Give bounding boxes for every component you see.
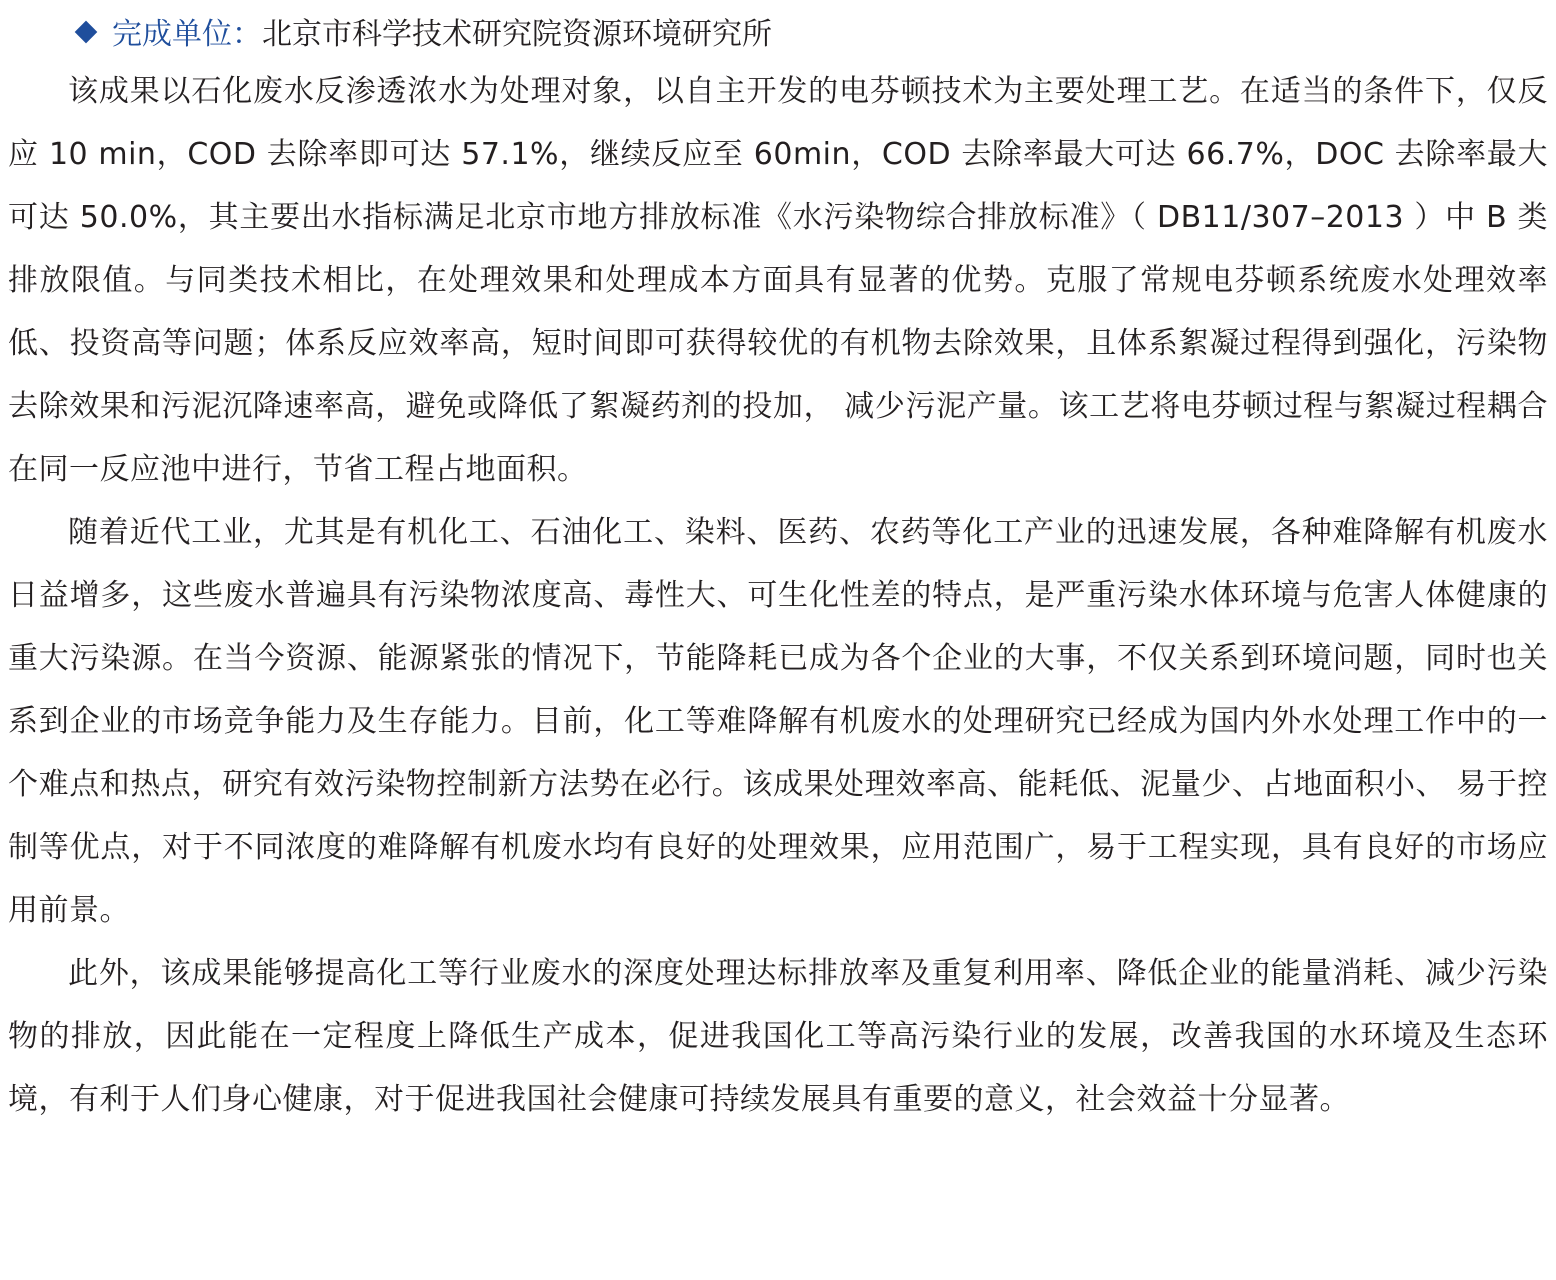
completion-unit-value: 北京市科学技术研究院资源环境研究所 [262,17,772,52]
paragraph-1: 该成果以石化废水反渗透浓水为处理对象，以自主开发的电芬顿技术为主要处理工艺。在适当的条件下，仅反应 10 min，COD 去除率即可达 57.1%，继续反应至 60min，COD 去除率最大可达 66.7%，DOC 去除率最大可达 50.0%，其主要出水指标满足北京市地方排放标准《水污染物综合排放标准》（ DB11/307–2013 ）中 B 类排放限值。与同类技术相比，在处理效果和处理成本方面具有显著的优势。克服了常规电芬顿系统废水处理效率低、投资高等问题；体系反应效率高，短时间即可获得较优的有机物去除效果，且体系絮凝过程得到强化，污染物去除效果和污泥沉降速率高，避免或降低了絮凝药剂的投加， 减少污泥产量。该工艺将电芬顿过程与絮凝过程耦合在同一反应池中进行，节省工程占地面积。 [8,74,1548,487]
diamond-bullet-icon [75,21,98,44]
completion-unit-line [8,10,1548,60]
paragraph-3: 此外，该成果能够提高化工等行业废水的深度处理达标排放率及重复利用率、降低企业的能量消耗、减少污染物的排放，因此能在一定程度上降低生产成本，促进我国化工等高污染行业的发展，改善我国的水环境及生态环境，有利于人们身心健康，对于促进我国社会健康可持续发展具有重要的意义，社会效益十分显著。 [8,956,1548,1117]
paragraph-2: 随着近代工业，尤其是有机化工、石油化工、染料、医药、农药等化工产业的迅速发展，各种难降解有机废水日益增多，这些废水普遍具有污染物浓度高、毒性大、可生化性差的特点，是严重污染水体环境与危害人体健康的重大污染源。在当今资源、能源紧张的情况下，节能降耗已成为各个企业的大事，不仅关系到环境问题，同时也关系到企业的市场竞争能力及生存能力。目前，化工等难降解有机废水的处理研究已经成为国内外水处理工作中的一个难点和热点，研究有效污染物控制新方法势在必行。该成果处理效率高、能耗低、泥量少、占地面积小、 易于控制等优点，对于不同浓度的难降解有机废水均有良好的处理效果，应用范围广，易于工程实现，具有良好的市场应用前景。 [8,515,1548,928]
completion-unit-label: 完成单位： [112,17,262,52]
document-page [8,10,1548,1131]
